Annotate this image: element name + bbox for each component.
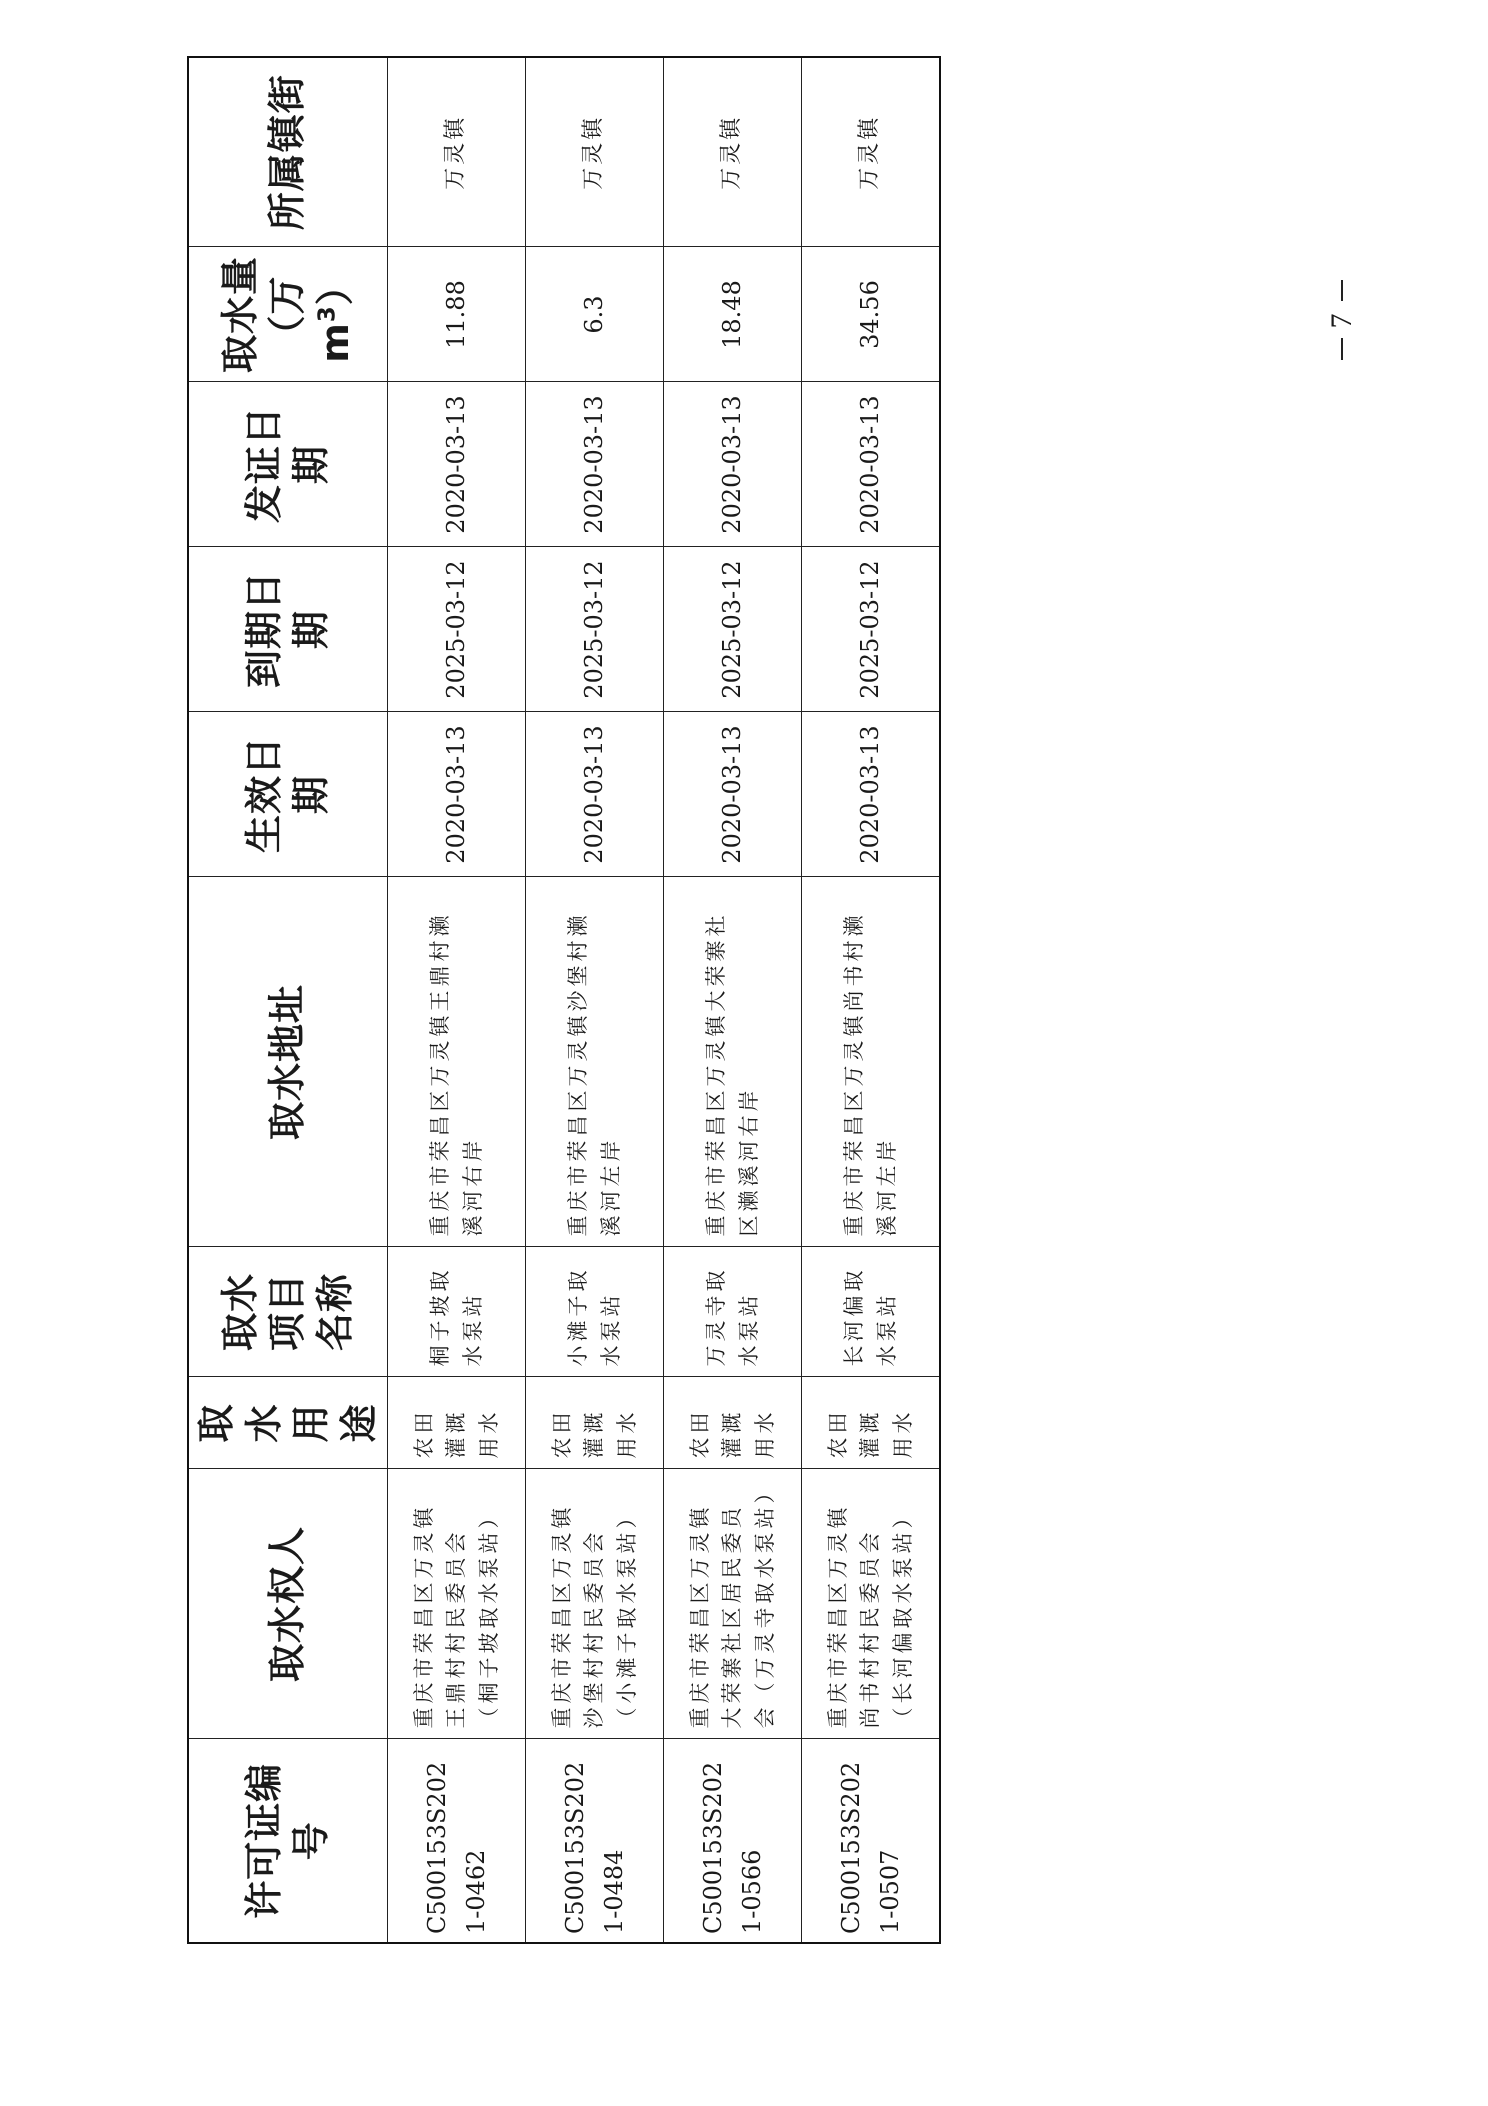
cell-town: 万灵镇 <box>664 57 802 247</box>
cell-project: 桐子坡取水泵站 <box>388 1247 526 1377</box>
cell-volume: 6.3 <box>526 247 664 382</box>
cell-use: 农田灌溉用水 <box>664 1377 802 1469</box>
page-number-dash-left <box>1341 339 1343 361</box>
table-row <box>388 57 526 1943</box>
water-permit-table <box>187 56 941 1944</box>
page-number <box>1272 280 1412 360</box>
cell-holder: 重庆市荣昌区万灵镇王鼎村村民委员会（桐子坡取水泵站） <box>388 1469 526 1739</box>
cell-expiry-date: 2025-03-12 <box>802 547 941 712</box>
cell-address: 重庆市荣昌区万灵镇王鼎村濑溪河右岸 <box>388 877 526 1247</box>
cell-address: 重庆市荣昌区万灵镇大荣寨社区濑溪河右岸 <box>664 877 802 1247</box>
cell-use: 农田灌溉用水 <box>802 1377 941 1469</box>
cell-issue-date: 2020-03-13 <box>664 382 802 547</box>
table-header-row <box>188 57 388 1943</box>
header-use: 取水用途 <box>188 1377 388 1469</box>
cell-expiry-date: 2025-03-12 <box>664 547 802 712</box>
header-project: 取水项目名称 <box>188 1247 388 1377</box>
cell-issue-date: 2020-03-13 <box>802 382 941 547</box>
cell-permit-no: C500153S2021-0507 <box>802 1739 941 1943</box>
header-effective-date: 生效日期 <box>188 712 388 877</box>
cell-effective-date: 2020-03-13 <box>664 712 802 877</box>
cell-town: 万灵镇 <box>802 57 941 247</box>
cell-expiry-date: 2025-03-12 <box>526 547 664 712</box>
cell-project: 万灵寺取水泵站 <box>664 1247 802 1377</box>
cell-effective-date: 2020-03-13 <box>802 712 941 877</box>
header-issue-date: 发证日期 <box>188 382 388 547</box>
cell-address: 重庆市荣昌区万灵镇尚书村濑溪河左岸 <box>802 877 941 1247</box>
header-permit-no: 许可证编号 <box>188 1739 388 1943</box>
page-number-value: 7 <box>1325 311 1358 329</box>
header-expiry-date: 到期日期 <box>188 547 388 712</box>
cell-effective-date: 2020-03-13 <box>526 712 664 877</box>
cell-project: 长河偏取水泵站 <box>802 1247 941 1377</box>
cell-holder: 重庆市荣昌区万灵镇尚书村村民委员会（长河偏取水泵站） <box>802 1469 941 1739</box>
cell-use: 农田灌溉用水 <box>526 1377 664 1469</box>
cell-expiry-date: 2025-03-12 <box>388 547 526 712</box>
cell-volume: 34.56 <box>802 247 941 382</box>
page-number-dash-right <box>1341 280 1343 302</box>
table-row <box>526 57 664 1943</box>
header-volume-unit: （万$m^3$） <box>265 266 357 363</box>
table-row <box>664 57 802 1943</box>
header-town: 所属镇街 <box>188 57 388 247</box>
cell-permit-no: C500153S2021-0484 <box>526 1739 664 1943</box>
header-holder: 取水权人 <box>188 1469 388 1739</box>
cell-permit-no: C500153S2021-0566 <box>664 1739 802 1943</box>
header-address: 取水地址 <box>188 877 388 1247</box>
cell-project: 小滩子取水泵站 <box>526 1247 664 1377</box>
cell-volume: 18.48 <box>664 247 802 382</box>
cell-volume: 11.88 <box>388 247 526 382</box>
cell-issue-date: 2020-03-13 <box>526 382 664 547</box>
cell-holder: 重庆市荣昌区万灵镇大荣寨社区居民委员会（万灵寺取水泵站） <box>664 1469 802 1739</box>
cell-town: 万灵镇 <box>526 57 664 247</box>
cell-issue-date: 2020-03-13 <box>388 382 526 547</box>
rotated-table-container <box>187 58 915 1944</box>
cell-effective-date: 2020-03-13 <box>388 712 526 877</box>
header-volume-label: 取水量 <box>217 256 262 374</box>
cell-address: 重庆市荣昌区万灵镇沙堡村濑溪河左岸 <box>526 877 664 1247</box>
header-volume <box>188 247 388 382</box>
cell-holder: 重庆市荣昌区万灵镇沙堡村村民委员会（小滩子取水泵站） <box>526 1469 664 1739</box>
cell-town: 万灵镇 <box>388 57 526 247</box>
cell-use: 农田灌溉用水 <box>388 1377 526 1469</box>
cell-permit-no: C500153S2021-0462 <box>388 1739 526 1943</box>
table-row <box>802 57 941 1943</box>
